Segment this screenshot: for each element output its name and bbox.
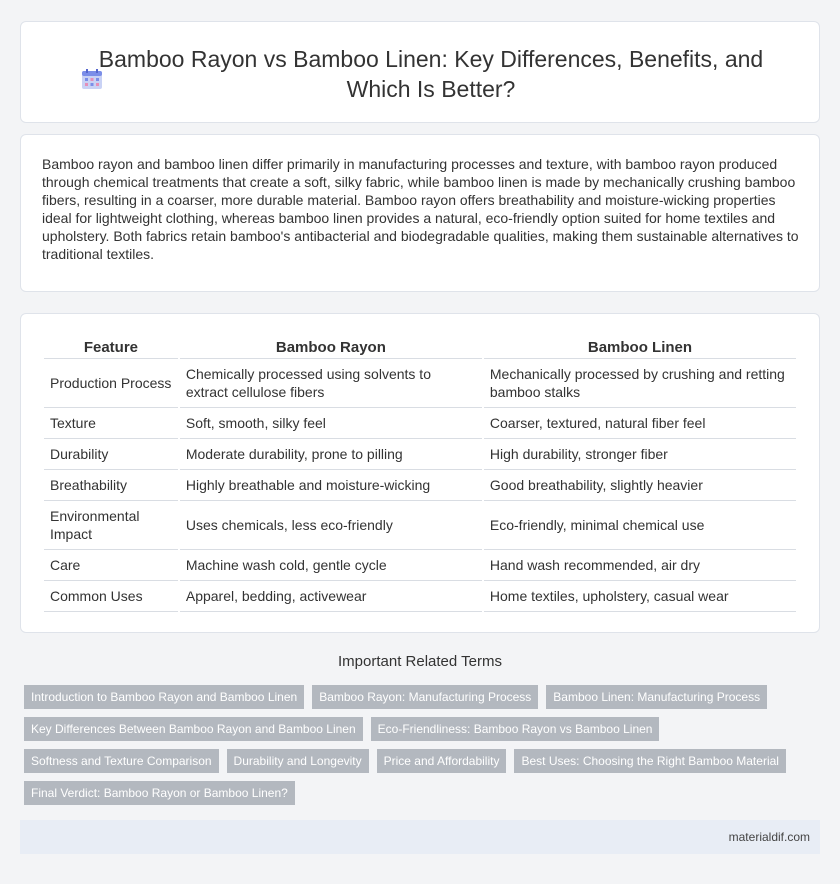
linen-cell: Mechanically processed by crushing and retting bamboo stalks xyxy=(484,359,796,408)
feature-cell: Care xyxy=(44,550,178,581)
related-terms-list xyxy=(24,685,804,805)
related-term-tag[interactable]: Price and Affordability xyxy=(377,749,507,773)
summary-paragraph: Bamboo rayon and bamboo linen differ primarily in manufacturing processes and texture, with bamboo rayon produced through chemical treatments that create a soft, silky fabric, while bamboo linen is made by mechanically crushing bamboo fibers, resulting in a coarser, more durable material. Bamboo rayon offers breathability and moisture-wicking properties ideal for lightweight clothing, whereas bamboo linen provides a natural, eco-friendly option suited for home textiles and upholstery. Both fabrics retain bamboo's antibacterial and biodegradable qualities, making them sustainable alternatives to traditional textiles. xyxy=(42,156,799,262)
header-bamboo-linen: Bamboo Linen xyxy=(484,334,796,359)
related-term-tag[interactable]: Eco-Friendliness: Bamboo Rayon vs Bamboo Linen xyxy=(371,717,660,741)
footer-bar xyxy=(20,820,820,854)
feature-cell: Texture xyxy=(44,408,178,439)
related-term-tag[interactable]: Best Uses: Choosing the Right Bamboo Material xyxy=(514,749,785,773)
header-feature: Feature xyxy=(44,334,178,359)
rayon-cell: Uses chemicals, less eco-friendly xyxy=(180,501,482,550)
header-card xyxy=(20,21,820,123)
summary-card xyxy=(20,134,820,292)
linen-cell: Home textiles, upholstery, casual wear xyxy=(484,581,796,612)
rayon-cell: Apparel, bedding, activewear xyxy=(180,581,482,612)
related-term-tag[interactable]: Softness and Texture Comparison xyxy=(24,749,219,773)
feature-cell: Breathability xyxy=(44,470,178,501)
related-term-tag[interactable]: Bamboo Rayon: Manufacturing Process xyxy=(312,685,538,709)
related-term-tag[interactable]: Key Differences Between Bamboo Rayon and Bamboo Linen xyxy=(24,717,363,741)
linen-cell: High durability, stronger fiber xyxy=(484,439,796,470)
header-bamboo-rayon: Bamboo Rayon xyxy=(180,334,482,359)
feature-cell: Durability xyxy=(44,439,178,470)
related-term-tag[interactable]: Introduction to Bamboo Rayon and Bamboo Linen xyxy=(24,685,304,709)
feature-cell: Production Process xyxy=(44,359,178,408)
table-header-row xyxy=(44,334,796,359)
related-term-tag[interactable]: Bamboo Linen: Manufacturing Process xyxy=(546,685,767,709)
linen-cell: Hand wash recommended, air dry xyxy=(484,550,796,581)
table-row xyxy=(44,470,796,501)
page-title: Bamboo Rayon vs Bamboo Linen: Key Differences, Benefits, and Which Is Better? xyxy=(98,46,764,102)
related-terms-heading: Important Related Terms xyxy=(338,653,502,670)
feature-cell: Environmental Impact xyxy=(44,501,178,550)
feature-cell: Common Uses xyxy=(44,581,178,612)
rayon-cell: Highly breathable and moisture-wicking xyxy=(180,470,482,501)
rayon-cell: Moderate durability, prone to pilling xyxy=(180,439,482,470)
table-row xyxy=(44,359,796,408)
site-link[interactable]: materialdif.com xyxy=(728,830,810,844)
rayon-cell: Soft, smooth, silky feel xyxy=(180,408,482,439)
linen-cell: Good breathability, slightly heavier xyxy=(484,470,796,501)
table-row xyxy=(44,581,796,612)
linen-cell: Eco-friendly, minimal chemical use xyxy=(484,501,796,550)
comparison-table-card xyxy=(20,313,820,633)
comparison-table xyxy=(42,334,798,612)
table-row xyxy=(44,550,796,581)
rayon-cell: Machine wash cold, gentle cycle xyxy=(180,550,482,581)
table-row xyxy=(44,501,796,550)
related-term-tag[interactable]: Durability and Longevity xyxy=(227,749,369,773)
table-row xyxy=(44,408,796,439)
related-term-tag[interactable]: Final Verdict: Bamboo Rayon or Bamboo Linen? xyxy=(24,781,295,805)
linen-cell: Coarser, textured, natural fiber feel xyxy=(484,408,796,439)
table-row xyxy=(44,439,796,470)
rayon-cell: Chemically processed using solvents to extract cellulose fibers xyxy=(180,359,482,408)
